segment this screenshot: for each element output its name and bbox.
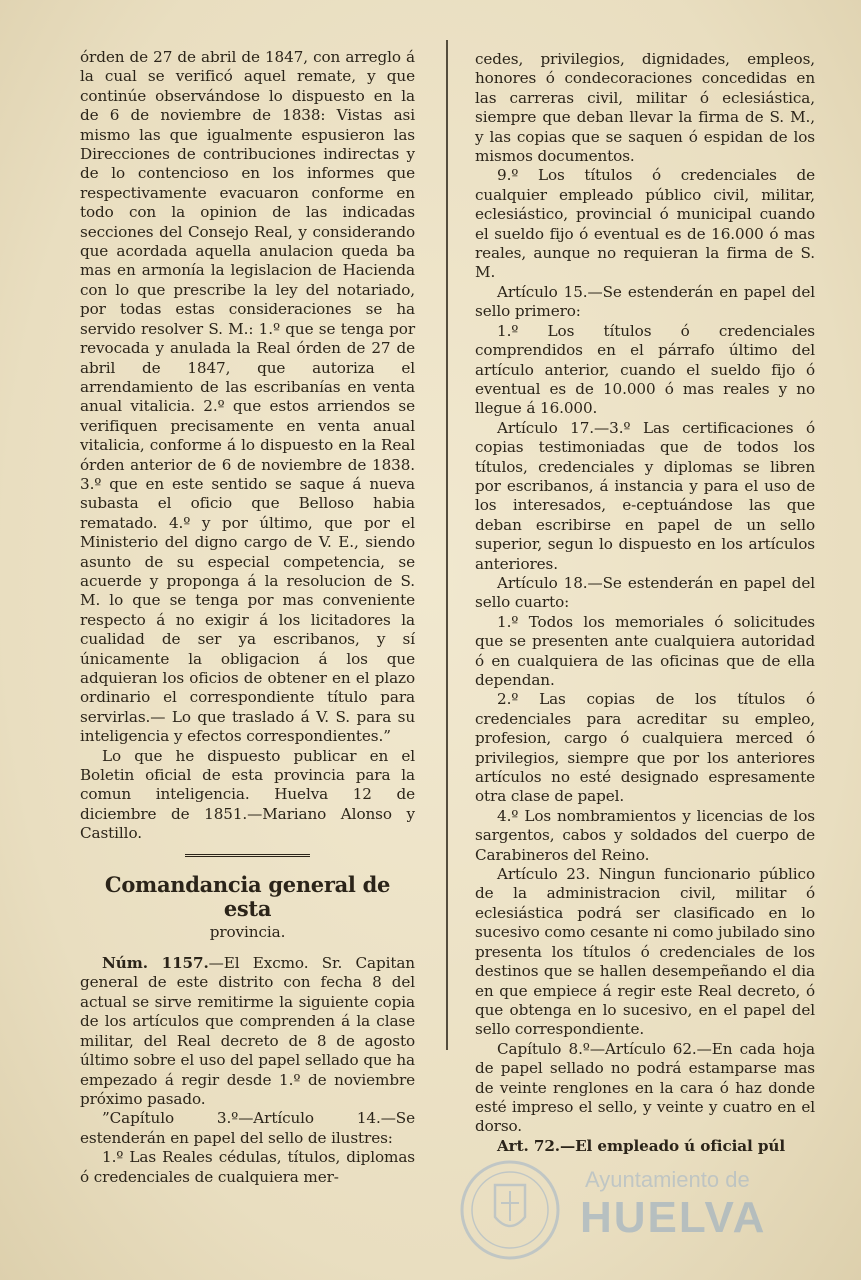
section-separator bbox=[185, 854, 310, 859]
right-paragraph-6: Artículo 18.—Se estenderán en papel del sello cuarto: bbox=[475, 573, 815, 612]
right-paragraph-11: Capítulo 8.º—Artículo 62.—En cada hoja de papel sellado no podrá estamparse mas de veinte renglones en la cara ó haz donde esté impreso el sello, y veinte y cuatro en el dorso. bbox=[475, 1039, 815, 1136]
left-paragraph-4: ”Capítulo 3.º—Artículo 14.—Se estenderán en papel del sello de ilustres: bbox=[80, 1109, 415, 1147]
right-paragraph-10: Artículo 23. Ningun funcionario público de la administracion civil, militar ó eclesiástica podrá ser clasificado en lo sucesivo como cesante ni como jubilado sino presenta los títulos ó credenciales de los destinos que se hallen desempeñando el dia en que empiece á regir este Real decreto, ó que obtenga en lo sucesivo, en el papel del sello correspondiente. bbox=[475, 865, 815, 1039]
column-divider bbox=[446, 40, 448, 1050]
archive-watermark bbox=[455, 1155, 795, 1265]
right-paragraph-8: 2.º Las copias de los títulos ó credenciales para acreditar su empleo, profesion, cargo ó cualquiera merced ó privilegios, siempre que por los anteriores artículos no esté designado espresamente otra clase de papel. bbox=[475, 690, 815, 806]
left-column bbox=[80, 48, 415, 1187]
left-paragraph-3 bbox=[80, 954, 415, 1109]
right-paragraph-1: cedes, privilegios, dignidades, empleos, honores ó condecoraciones concedidas en las carreras civil, militar ó eclesiástica, siempre que deban llevar la firma de S. M., y las copias que se saquen ó espidan de los mismos documentos. bbox=[475, 50, 815, 166]
right-paragraph-12: Art. 72.—El empleado ú oficial púl bbox=[497, 1136, 785, 1155]
right-paragraph-3: Artículo 15.—Se estenderán en papel del sello primero: bbox=[475, 282, 815, 321]
watermark-line-1: Ayuntamiento de bbox=[585, 1167, 750, 1192]
section-heading: Comandancia general de esta bbox=[104, 871, 391, 921]
right-paragraph-7: 1.º Todos los memoriales ó solicitudes que se presenten ante cualquiera autoridad ó en cualquiera de las oficinas que de ella dependan. bbox=[475, 612, 815, 689]
right-paragraph-4: 1.º Los títulos ó credenciales comprendidos en el párrafo último del artículo anterior, cuando el sueldo fijo ó eventual es de 10.000 ó mas reales y no llegue á 16.000. bbox=[475, 321, 815, 418]
city-seal-icon bbox=[455, 1155, 565, 1265]
right-paragraph-9: 4.º Los nombramientos y licencias de los sargentos, cabos y soldados del cuerpo de Carabineros del Reino. bbox=[475, 806, 815, 864]
left-paragraph-2: Lo que he dispuesto publicar en el Boletin oficial de esta provincia para la comun inteligencia. Huelva 12 de diciembre de 1851.—Mariano Alonso y Castillo. bbox=[80, 746, 415, 843]
left-paragraph-3-text: —El Excmo. Sr. Capitan general de este distrito con fecha 8 del actual se sirve remitirme la siguiente copia de los artículos que comprenden á la clase militar, del Real decreto de 8 de agosto último sobre el uso del papel sellado que ha empezado á regir desde 1.º de noviembre próximo pasado. bbox=[80, 954, 415, 1108]
right-paragraph-2: 9.º Los títulos ó credenciales de cualquier empleado público civil, militar, eclesiástico, provincial ó municipal cuando el sueldo fijo ó eventual es de 16.000 ó mas reales, aunque no requieran la firma de S. M. bbox=[475, 166, 815, 282]
watermark-line-2: HUELVA bbox=[580, 1193, 767, 1242]
right-paragraph-5: Artículo 17.—3.º Las certificaciones ó copias testimoniadas que de todos los títulos, credenciales y diplomas se libren por escribanos, á instancia y para el uso de los interesados, e-ceptuándose las que deban escribirse en papel de un sello superior, segun lo dispuesto en los artículos anteriores. bbox=[475, 418, 815, 573]
right-column bbox=[475, 50, 815, 1156]
left-paragraph-1: órden de 27 de abril de 1847, con arreglo á la cual se verificó aquel remate, y que continúe observándose lo dispuesto en la de 6 de noviembre de 1838: Vistas asi mismo las que igualmente espusieron las Direcciones de contribuciones indirectas y de lo contencioso en los informes que respectivamente evacuaron conforme en todo con la opinion de las indicadas secciones del Consejo Real, y considerando que acordada aquella anulacion queda ba mas en armonía la legislacion de Hacienda con lo que prescribe la ley del notariado, por todas estas consideraciones se ha servido resolver S. M.: 1.º que se tenga por revocada y anulada la Real órden de 27 de abril de 1847, que autoriza el arrendamiento de las escribanías en venta anual vitalicia. 2.º que estos arriendos se verifiquen precisamente en venta anual vitalicia, conforme á lo dispuesto en la Real órden anterior de 6 de noviembre de 1838. 3.º que en este sentido se saque á nueva subasta el oficio que Belloso habia rematado. 4.º y por último, que por el Ministerio del digno cargo de V. E., siendo asunto de su especial competencia, se acuerde y proponga á la resolucion de S. M. lo que se tenga por mas conveniente respecto á no exigir á los licitadores la cualidad de ser ya escribanos, y sí únicamente la obligacion á los que adquieran los oficios de obtener en el plazo ordinario el correspondiente título para servirlas.— Lo que traslado á V. S. para su inteligencia y efectos correspondientes.” bbox=[80, 48, 415, 746]
section-subheading: provincia. bbox=[209, 922, 286, 941]
number-label: Núm. 1157. bbox=[102, 954, 209, 973]
left-paragraph-5: 1.º Las Reales cédulas, títulos, diplomas ó credenciales de cualquiera mer- bbox=[80, 1148, 415, 1186]
